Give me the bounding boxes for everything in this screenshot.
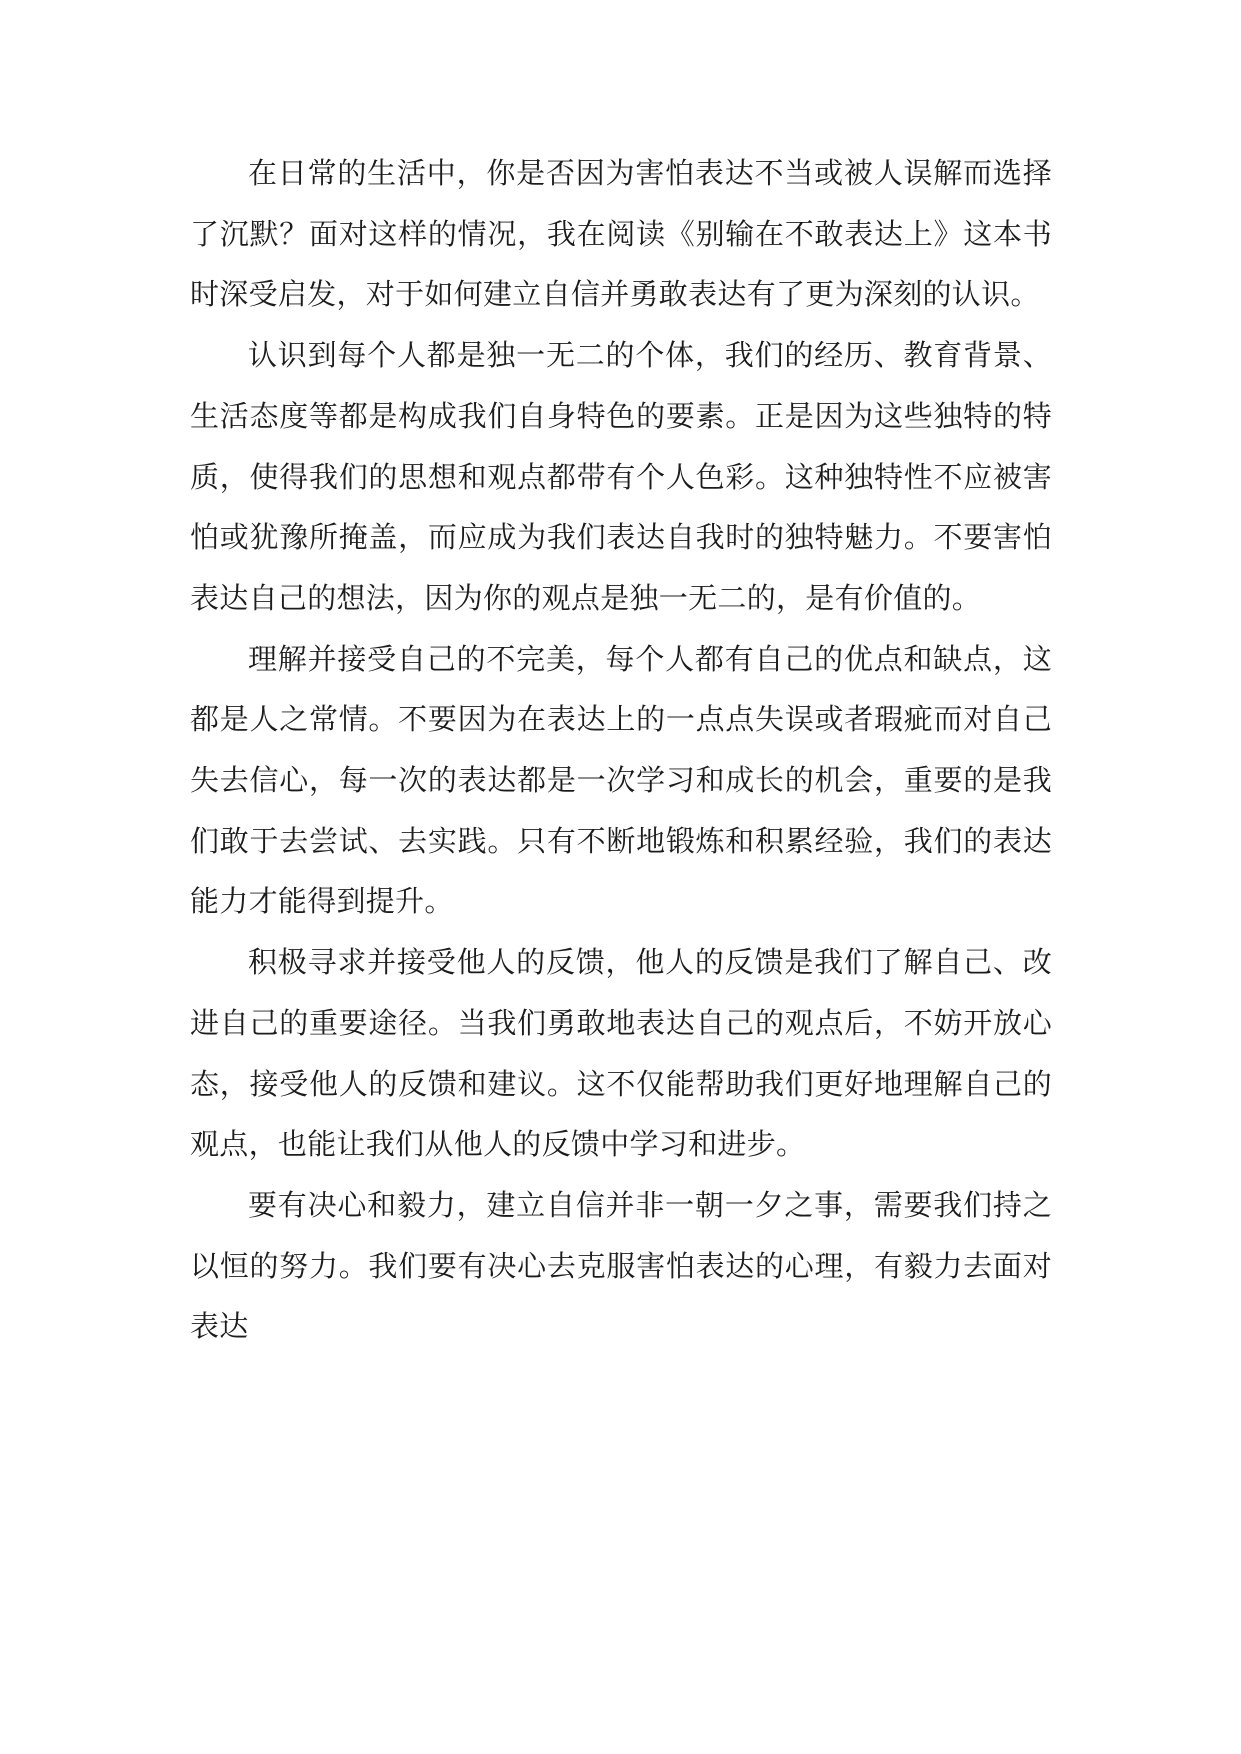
paragraph-feedback: 积极寻求并接受他人的反馈，他人的反馈是我们了解自己、改进自己的重要途径。当我们勇敢地表达自己的观点后，不妨开放心态，接受他人的反馈和建议。这不仅能帮助我们更好地理解自己的观点，也能让我们从他人的反馈中学习和进步。 [190, 945, 1052, 1162]
paragraph-uniqueness: 认识到每个人都是独一无二的个体，我们的经历、教育背景、生活态度等都是构成我们自身特色的要素。正是因为这些独特的特质，使得我们的思想和观点都带有个人色彩。这种独特性不应被害怕或犹豫所掩盖，而应成为我们表达自我时的独特魅力。不要害怕表达自己的想法，因为你的观点是独一无二的，是有价值的。 [190, 338, 1052, 615]
paragraph-determination: 要有决心和毅力，建立自信并非一朝一夕之事，需要我们持之以恒的努力。我们要有决心去克服害怕表达的心理，有毅力去面对表达 [190, 1187, 1052, 1344]
document-body [190, 143, 1052, 1357]
paragraph-imperfection: 理解并接受自己的不完美，每个人都有自己的优点和缺点，这都是人之常情。不要因为在表达上的一点点失误或者瑕疵而对自己失去信心，每一次的表达都是一次学习和成长的机会，重要的是我们敢于去尝试、去实践。只有不断地锻炼和积累经验，我们的表达能力才能得到提升。 [190, 641, 1052, 919]
paragraph-intro: 在日常的生活中，你是否因为害怕表达不当或被人误解而选择了沉默？面对这样的情况，我在阅读《别输在不敢表达上》这本书时深受启发，对于如何建立自信并勇敢表达有了更为深刻的认识。 [190, 156, 1052, 312]
